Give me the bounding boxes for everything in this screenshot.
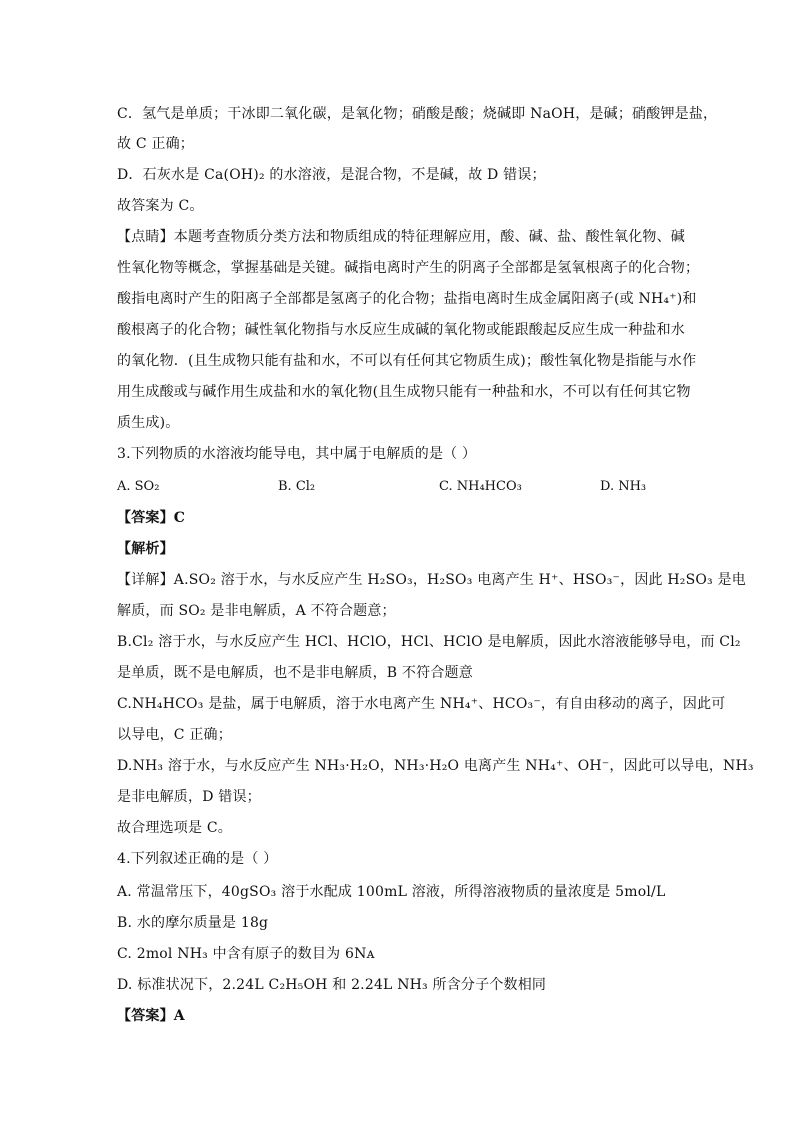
text-line: B.Cl₂ 溶于水，与水反应产生 HCl、HClO，HCl、HClO 是电解质，因此水溶液能够导电，而 Cl₂: [117, 634, 741, 650]
text-line: D．石灰水是 Ca(OH)₂ 的水溶液，是混合物，不是碱，故 D 错误；: [117, 167, 546, 183]
text-line: 故合理选项是 C。: [117, 820, 232, 836]
q4-option-d: D. 标准状况下，2.24L C₂H₅OH 和 2.24L NH₃ 所含分子个数相同: [117, 977, 547, 993]
text-line: 故 C 正确；: [117, 136, 195, 152]
q3-option-a: A. SO₂: [117, 479, 160, 494]
text-line: 以导电，C 正确；: [117, 727, 232, 743]
q4-option-b: B. 水的摩尔质量是 18g: [117, 915, 269, 931]
q4-option-a: A. 常温常压下，40gSO₃ 溶于水配成 100mL 溶液，所得溶液物质的量浓度是 5mol/L: [117, 884, 666, 900]
analysis-label: 【解析】: [117, 541, 174, 557]
text-line: 的氧化物．(且生成物只能有盐和水，不可以有任何其它物质生成)；酸性氧化物是指能与水作: [117, 353, 697, 369]
tip-line: 【点睛】本题考查物质分类方法和物质组成的特征理解应用，酸、碱、盐、酸性氧化物、碱: [117, 229, 685, 245]
text-line: C.NH₄HCO₃ 是盐，属于电解质，溶于水电离产生 NH₄⁺、HCO₃⁻，有自由移动的离子，因此可: [117, 696, 726, 712]
text-line: 性氧化物等概念，掌握基础是关键。碱指电离时产生的阴离子全部都是氢氧根离子的化合物；: [117, 260, 700, 276]
text-line: 用生成酸或与碱作用生成盐和水的氧化物(且生成物只能有一种盐和水，不可以有任何其它物: [117, 384, 691, 400]
q3-option-d: D. NH₃: [600, 479, 647, 494]
text-line: 是单质，既不是电解质，也不是非电解质，B 不符合题意: [117, 665, 473, 681]
q3-option-b: B. Cl₂: [278, 479, 316, 494]
text-line: 故答案为 C。: [117, 198, 204, 214]
q4-option-c: C. 2mol NH₃ 中含有原子的数目为 6Nᴀ: [117, 946, 375, 962]
q3-option-c: C. NH₄HCO₃: [439, 479, 522, 494]
answer-label: 【答案】A: [117, 1008, 185, 1024]
text-line: C．氢气是单质；干冰即二氧化碳，是氧化物；硝酸是酸；烧碱即 NaOH，是碱；硝酸钾是盐，: [117, 106, 718, 122]
text-line: 【详解】A.SO₂ 溶于水，与水反应产生 H₂SO₃，H₂SO₃ 电离产生 H⁺、HSO₃⁻，因此 H₂SO₃ 是电: [117, 572, 746, 588]
question-4: 4.下列叙述正确的是（ ）: [117, 851, 278, 867]
answer-label: 【答案】C: [117, 510, 186, 526]
text-line: 解质，而 SO₂ 是非电解质，A 不符合题意；: [117, 603, 396, 619]
question-3: 3.下列物质的水溶液均能导电，其中属于电解质的是（ ）: [117, 446, 477, 462]
text-line: 质生成)。: [117, 415, 180, 431]
text-line: 酸指电离时产生的阳离子全部都是氢离子的化合物；盐指电离时生成金属阳离子(或 NH₄⁺)和: [117, 291, 697, 307]
text-line: D.NH₃ 溶于水，与水反应产生 NH₃·H₂O，NH₃·H₂O 电离产生 NH₄⁺、OH⁻，因此可以导电，NH₃: [117, 758, 754, 774]
text-line: 是非电解质，D 错误；: [117, 789, 261, 805]
text-line: 酸根离子的化合物；碱性氧化物指与水反应生成碱的氧化物或能跟酸起反应生成一种盐和水: [117, 322, 685, 338]
